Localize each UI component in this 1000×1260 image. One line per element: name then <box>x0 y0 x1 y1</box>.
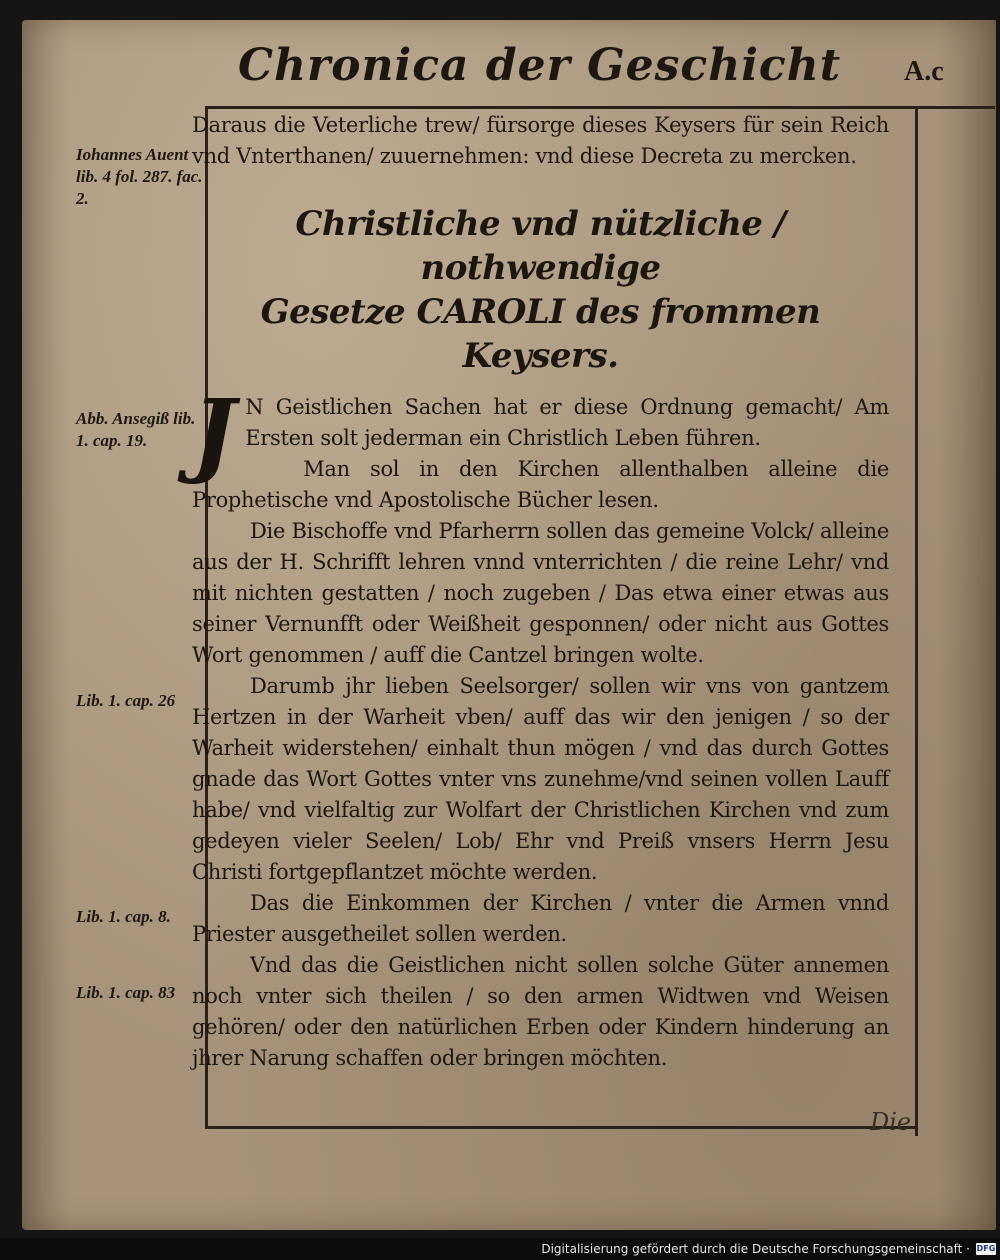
paragraph-5: Das die Einkommen der Kirchen / vnter die Armen vnnd Priester ausgetheilet sollen werden. <box>192 891 889 946</box>
paragraph-3: Die Bischoffe vnd Pfarherrn sollen das gemeine Volck/ alleine aus der H. Schrifft lehren vnnd vnterrichten / die reine Lehr/ vnd mit nichten gestatten / noch zugeben / Das etwa einer etwas aus seiner Vernunfft oder Weißheit gesponnen/ oder nicht aus Gottes Wort genommen / auff die Cantzel bringen wolte. <box>192 519 889 667</box>
frame-rule-right <box>915 106 918 1136</box>
marginal-note-lib-1-cap-26: Lib. 1. cap. 26 <box>76 691 176 710</box>
catchword: Die <box>870 1108 912 1136</box>
marginal-note-lib-1-cap-8: Lib. 1. cap. 8. <box>76 907 171 926</box>
footer-bar <box>0 1238 1000 1260</box>
running-head: Chronica der Geschicht <box>237 40 842 91</box>
paragraph-4: Darumb jhr lieben Seelsorger/ sollen wir vns von gantzem Hertzen in der Warheit vben/ auff das wir den jenigen / so der Warheit widerstehen/ einhalt thun mögen / vnd das durch Gottes gnade das Wort Gottes vnter vns zunehme/vnd seinen vollen Lauff habe/ vnd vielfaltig zur Wolfart der Christlichen Kirchen vnd zum gedeyen vieler Seelen/ Lob/ Ehr vnd Preiß vnsers Herrn Jesu Christi fortgepflantzet möchte werden. <box>192 674 889 884</box>
intro-paragraph: Daraus die Veterliche trew/ fürsorge dieses Keysers für sein Reich vnd Vnterthanen/ zuuernehmen: vnd diese Decreta zu mercken. <box>192 113 889 168</box>
section-title <box>192 202 889 378</box>
paragraph-1-text: N Geistlichen Sachen hat er diese Ordnung gemacht/ Am Ersten solt jederman ein Christlich Leben führen. <box>245 395 889 450</box>
signature-mark: A.c <box>904 56 944 87</box>
footer-credit: Digitalisierung gefördert durch die Deutsche Forschungsgemeinschaft · <box>541 1242 970 1256</box>
section-title-line-2: Gesetze CAROLI des frommen <box>260 292 821 332</box>
decorated-initial: J <box>192 379 236 487</box>
main-text-block <box>192 96 889 1074</box>
dfg-logo-icon: DFG <box>976 1244 996 1253</box>
section-title-line-3: Keysers. <box>462 336 619 376</box>
marginal-note-lib-1-cap-83: Lib. 1. cap. 83 <box>76 983 176 1002</box>
frame-rule-bottom <box>205 1126 917 1129</box>
paragraph-2: Man sol in den Kirchen allenthalben alleine die Prophetische vnd Apostolische Bücher lesen. <box>192 457 889 512</box>
marginal-note-aventin: Iohannes Auent lib. 4 fol. 287. fac. 2. <box>76 145 203 208</box>
marginal-note-ansegis: Abb. Ansegiß lib. 1. cap. 19. <box>76 409 196 450</box>
paragraph-6: Vnd das die Geistlichen nicht sollen solche Güter annemen noch vnter sich theilen / so den armen Widtwen vnd Weisen gehören/ oder den natürlichen Erben oder Kindern hinderung an jhrer Narung schaffen oder bringen möchten. <box>192 953 889 1070</box>
section-title-line-1: Christliche vnd nützliche / nothwendige <box>295 204 786 288</box>
